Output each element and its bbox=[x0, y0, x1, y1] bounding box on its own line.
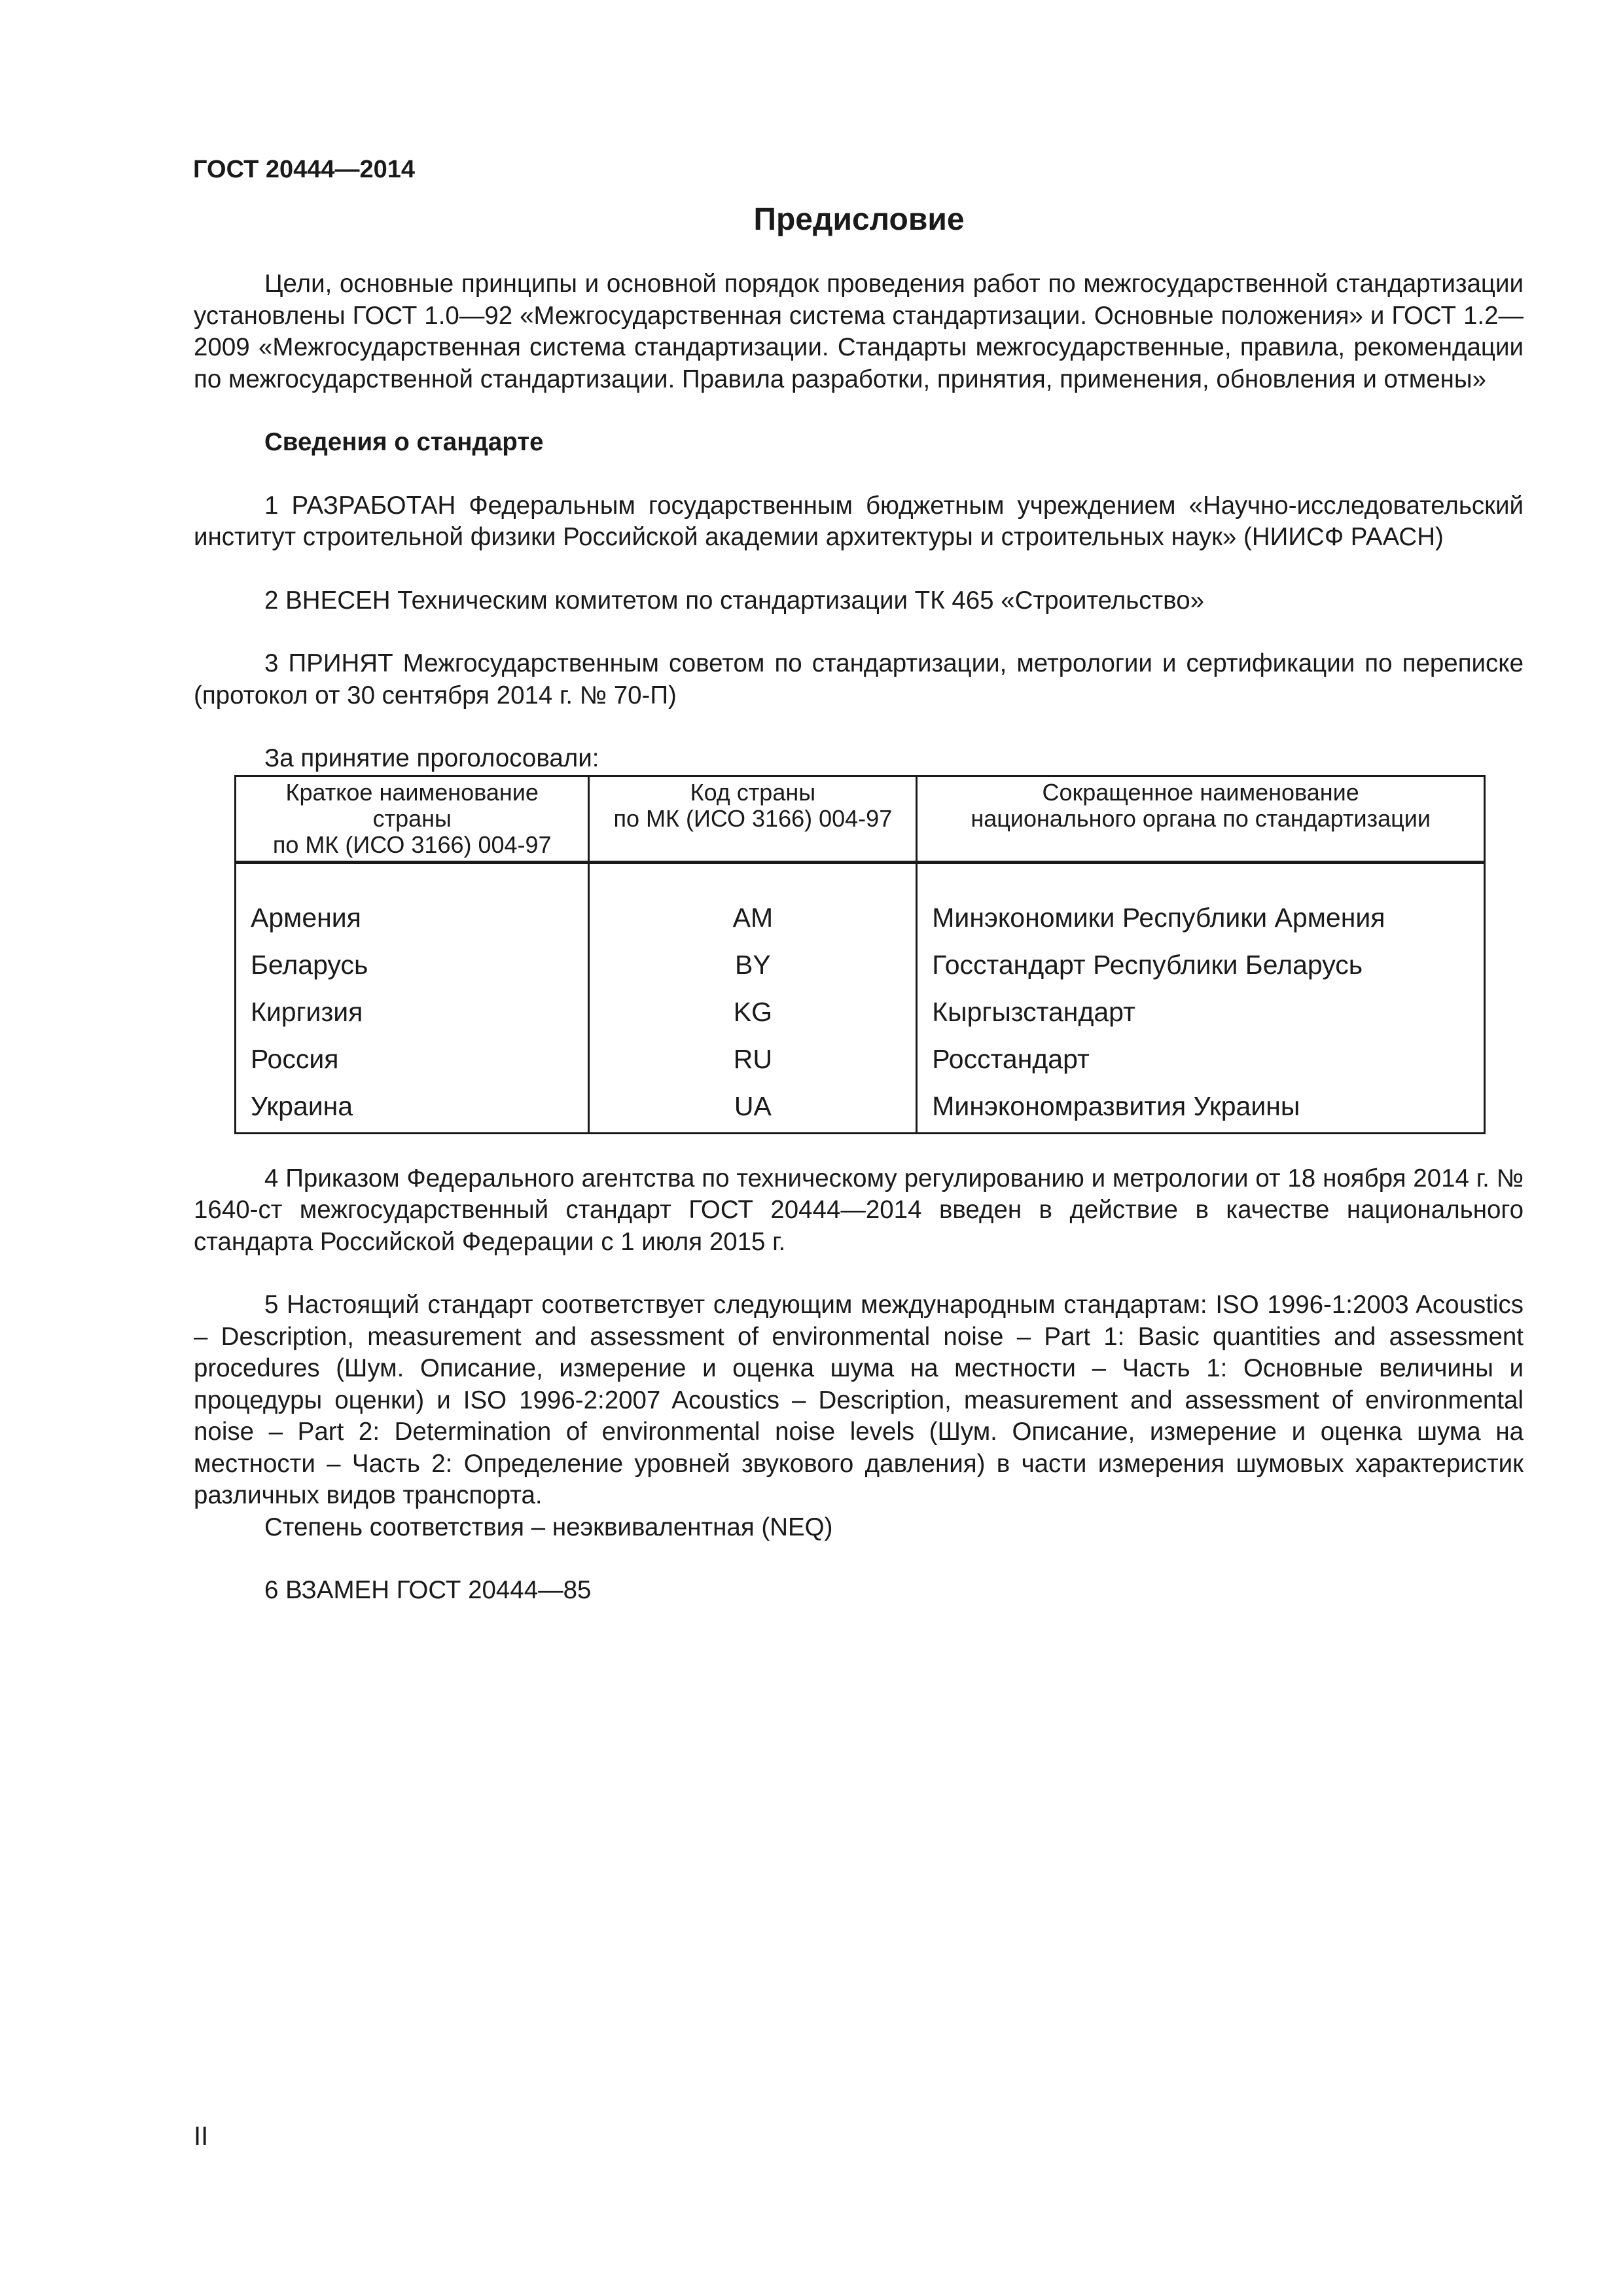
country-code-cell: UA bbox=[589, 1083, 917, 1134]
header-country-name bbox=[236, 776, 589, 862]
country-code-cell: AM bbox=[589, 862, 917, 941]
table-row bbox=[236, 1035, 1485, 1083]
section-heading: Сведения о стандарте bbox=[264, 428, 544, 456]
table-row bbox=[236, 862, 1485, 941]
page-title: Предисловие bbox=[753, 202, 965, 237]
document-code-header: ГОСТ 20444—2014 bbox=[193, 156, 416, 183]
voting-table bbox=[234, 775, 1486, 1134]
agency-cell: Госстандарт Республики Беларусь bbox=[917, 941, 1485, 988]
voting-table-header-row bbox=[236, 776, 1485, 862]
table-row bbox=[236, 941, 1485, 988]
header-country-name-line: страны bbox=[372, 804, 452, 832]
item-replaces: 6 ВЗАМЕН ГОСТ 20444—85 bbox=[264, 1576, 592, 1604]
item-submitted: 2 ВНЕСЕН Техническим комитетом по стандартизации ТК 465 «Строительство» bbox=[264, 586, 1205, 615]
country-code-cell: KG bbox=[589, 988, 917, 1035]
item-developed: 1 РАЗРАБОТАН Федеральным государственным бюджетным учреждением «Научно-исследовательский институт строительной физики Российской академии архитектуры и строительных наук» (НИИСФ РААСН) bbox=[194, 491, 1524, 551]
country-cell: Украина bbox=[236, 1083, 589, 1134]
table-row bbox=[236, 988, 1485, 1035]
agency-cell: Кыргызстандарт bbox=[917, 988, 1485, 1035]
header-country-code-line: по МК (ИСО 3166) 004-97 bbox=[613, 804, 893, 832]
agency-cell: Минэкономики Республики Армения bbox=[917, 862, 1485, 941]
header-agency-line: Сокращенное наименование bbox=[1042, 778, 1359, 806]
table-row bbox=[236, 1083, 1485, 1134]
page-number: II bbox=[194, 2122, 209, 2151]
country-code-cell: BY bbox=[589, 941, 917, 988]
header-agency bbox=[917, 776, 1485, 862]
country-code-cell: RU bbox=[589, 1035, 917, 1083]
compliance-degree: Степень соответствия – неэквивалентная (NEQ) bbox=[264, 1513, 833, 1541]
item-adopted: 3 ПРИНЯТ Межгосударственным советом по стандартизации, метрологии и сертификации по переписке (протокол от 30 сентября 2014 г. № 70-П) bbox=[194, 649, 1524, 709]
country-cell: Беларусь bbox=[236, 941, 589, 988]
vote-lead: За принятие проголосовали: bbox=[264, 744, 599, 772]
header-country-name-line: Краткое наименование bbox=[285, 778, 539, 806]
agency-cell: Росстандарт bbox=[917, 1035, 1485, 1083]
intro-paragraph: Цели, основные принципы и основной порядок проведения работ по межгосударственной стандартизации установлены ГОСТ 1.0—92 «Межгосударственная система стандартизации. Основные положения» и ГОСТ 1.2—2009 «Межгосударственная система стандартизации. Стандарты межгосударственные, правила, рекомендации по межгосударственной стандартизации. Правила разработки, принятия, применения, обновления и отмены» bbox=[194, 270, 1524, 393]
header-country-name-line: по МК (ИСО 3166) 004-97 bbox=[272, 831, 552, 858]
header-country-code bbox=[589, 776, 917, 862]
header-country-code-line: Код страны bbox=[690, 778, 816, 806]
country-cell: Армения bbox=[236, 862, 589, 941]
country-cell: Россия bbox=[236, 1035, 589, 1083]
item-enacted: 4 Приказом Федерального агентства по техническому регулированию и метрологии от 18 ноября 2014 г. № 1640-ст межгосударственный стандарт ГОСТ 20444—2014 введен в действие в качестве национального стандарта Российской Федерации с 1 июля 2015 г. bbox=[194, 1164, 1524, 1256]
preface-content bbox=[194, 268, 1524, 1638]
item-correspondence: 5 Настоящий стандарт соответствует следующим международным стандартам: ISO 1996-1:2003 Acoustics – Description, measurement and assessment of environmental noise – Part 1: Basic quantities and assessment procedures (Шум. Описание, измерение и оценка шума на местности – Часть 1: Основные величины и процедуры оценки) и ISO 1996-2:2007 Acoustics – Description, measurement and assessment of environmental noise – Part 2: Determination of environmental noise levels (Шум. Описание, измерение и оценка шума на местности – Часть 2: Определение уровней звукового давления) в части измерения шумовых характеристик различных видов транспорта. bbox=[194, 1291, 1524, 1509]
country-cell: Киргизия bbox=[236, 988, 589, 1035]
header-agency-line: национального органа по стандартизации bbox=[971, 804, 1431, 832]
agency-cell: Минэкономразвития Украины bbox=[917, 1083, 1485, 1134]
